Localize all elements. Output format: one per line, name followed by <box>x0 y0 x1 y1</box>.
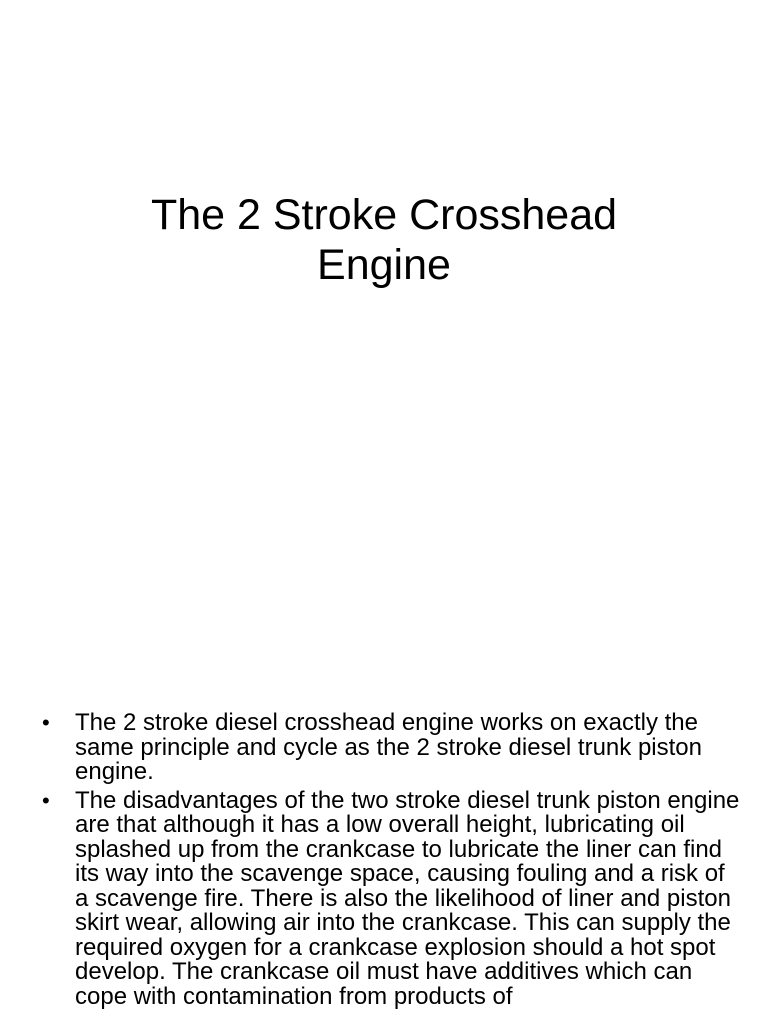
slide-title-line-2: Engine <box>317 241 451 289</box>
bullet-item-1 <box>42 711 742 785</box>
bullet-text-2: The disadvantages of the two stroke diesel trunk piston engine are that although it has a low overall height, lubricating oil splashed up from the crankcase to lubricate the liner can find its way into the scavenge space, causing fouling and a risk of a scavenge fire. There is also the likelihood of liner and piston skirt wear, allowing air into the crankcase. This can supply the required oxygen for a crankcase explosion should a hot spot develop. The crankcase oil must have additives which can cope with contamination from products of <box>75 786 740 1010</box>
bullet-text-1: The 2 stroke diesel crosshead engine works on exactly the same principle and cycle as the 2 stroke diesel trunk piston engine. <box>75 709 702 785</box>
slide-title <box>0 190 768 290</box>
bullet-dot-icon: • <box>42 710 50 735</box>
bullet-dot-icon: • <box>42 787 50 813</box>
bullet-item-2 <box>42 786 742 1010</box>
bullet-list <box>42 711 742 1013</box>
slide-title-line-1: The 2 Stroke Crosshead <box>150 191 618 239</box>
